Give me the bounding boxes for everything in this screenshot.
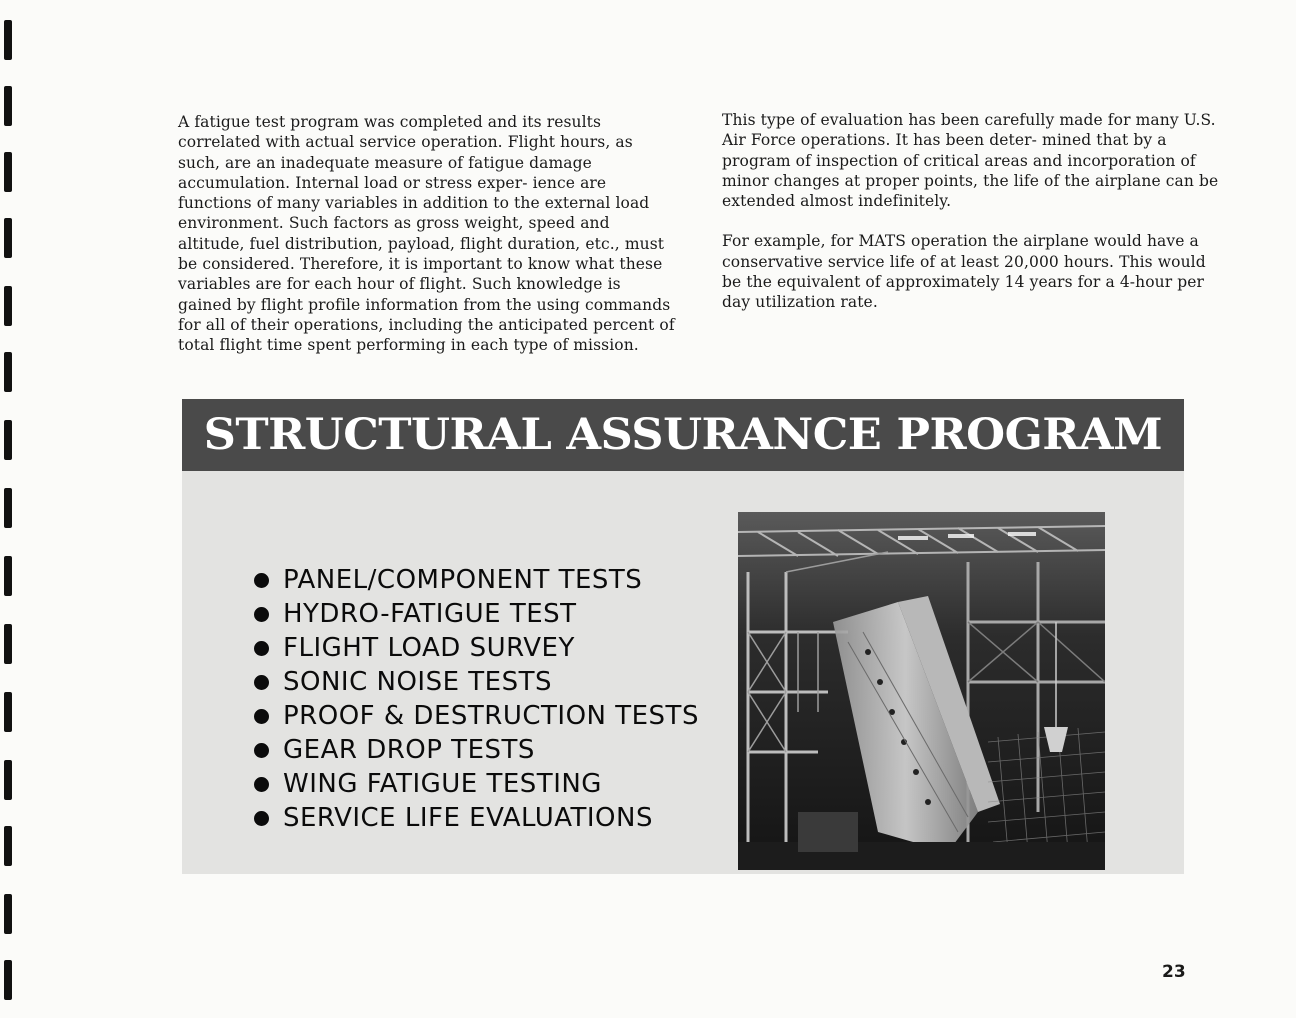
bullet-icon [254, 641, 269, 656]
fatigue-program-paragraph: A fatigue test program was completed and its results correlated with actual service operation. Flight hours, as such, are an inadequate measure of fatigue damage accumulation. Internal load or stress exper- ience are functions of many variables in addition to the external load environment. Such factors as gross weight, speed and altitude, fuel distribution, payload, flight duration, etc., must be considered. Therefore, it is important to know what these variables are for each hour of flight. Such knowledge is gained by flight profile information from the using commands for all of their operations, including the anticipated percent of total flight time spent performing in each type of mission. [178, 113, 675, 355]
page-number: 23 [1162, 962, 1186, 982]
program-title: STRUCTURAL ASSURANCE PROGRAM [203, 410, 1163, 460]
binding-ring [4, 760, 12, 800]
binding-ring [4, 488, 12, 528]
program-panel [182, 471, 1184, 874]
list-item-label: FLIGHT LOAD SURVEY [283, 633, 575, 663]
binding-ring [4, 420, 12, 460]
binding-ring [4, 20, 12, 60]
list-item [254, 767, 699, 801]
binding-ring [4, 86, 12, 126]
list-item [254, 665, 699, 699]
list-item-label: SONIC NOISE TESTS [283, 667, 552, 697]
list-item [254, 631, 699, 665]
list-item-label: GEAR DROP TESTS [283, 735, 535, 765]
bullet-icon [254, 607, 269, 622]
list-item-label: PROOF & DESTRUCTION TESTS [283, 701, 699, 731]
evaluation-paragraph: This type of evaluation has been carefully made for many U.S. Air Force operations. It has been deter- mined that by a program of inspection of critical areas and incorporation of minor changes at proper points, the life of the airplane can be extended almost indefinitely. [722, 111, 1219, 211]
spiral-binding [0, 0, 30, 1018]
list-item-label: SERVICE LIFE EVALUATIONS [283, 803, 653, 833]
list-item [254, 801, 699, 835]
binding-ring [4, 826, 12, 866]
program-title-banner [182, 399, 1184, 471]
list-item [254, 563, 699, 597]
test-rig-illustration [738, 512, 1105, 870]
bullet-icon [254, 811, 269, 826]
list-item [254, 597, 699, 631]
binding-ring [4, 894, 12, 934]
binding-ring [4, 286, 12, 326]
bullet-icon [254, 743, 269, 758]
right-text-column [722, 110, 1222, 333]
program-list [254, 563, 699, 835]
list-item-label: HYDRO-FATIGUE TEST [283, 599, 577, 629]
wing-fatigue-test-photo [738, 512, 1105, 870]
bullet-icon [254, 709, 269, 724]
binding-ring [4, 152, 12, 192]
binding-ring [4, 218, 12, 258]
mats-example-paragraph: For example, for MATS operation the airplane would have a conservative service life of at least 20,000 hours. This would be the equivalent of approximately 14 years for a 4-hour per day utilization rate. [722, 232, 1206, 312]
binding-ring [4, 556, 12, 596]
left-text-column [178, 112, 678, 376]
binding-ring [4, 960, 12, 1000]
bullet-icon [254, 675, 269, 690]
list-item-label: WING FATIGUE TESTING [283, 769, 602, 799]
list-item [254, 699, 699, 733]
bullet-icon [254, 777, 269, 792]
list-item [254, 733, 699, 767]
binding-ring [4, 692, 12, 732]
binding-ring [4, 352, 12, 392]
bullet-icon [254, 573, 269, 588]
binding-ring [4, 624, 12, 664]
list-item-label: PANEL/COMPONENT TESTS [283, 565, 643, 595]
